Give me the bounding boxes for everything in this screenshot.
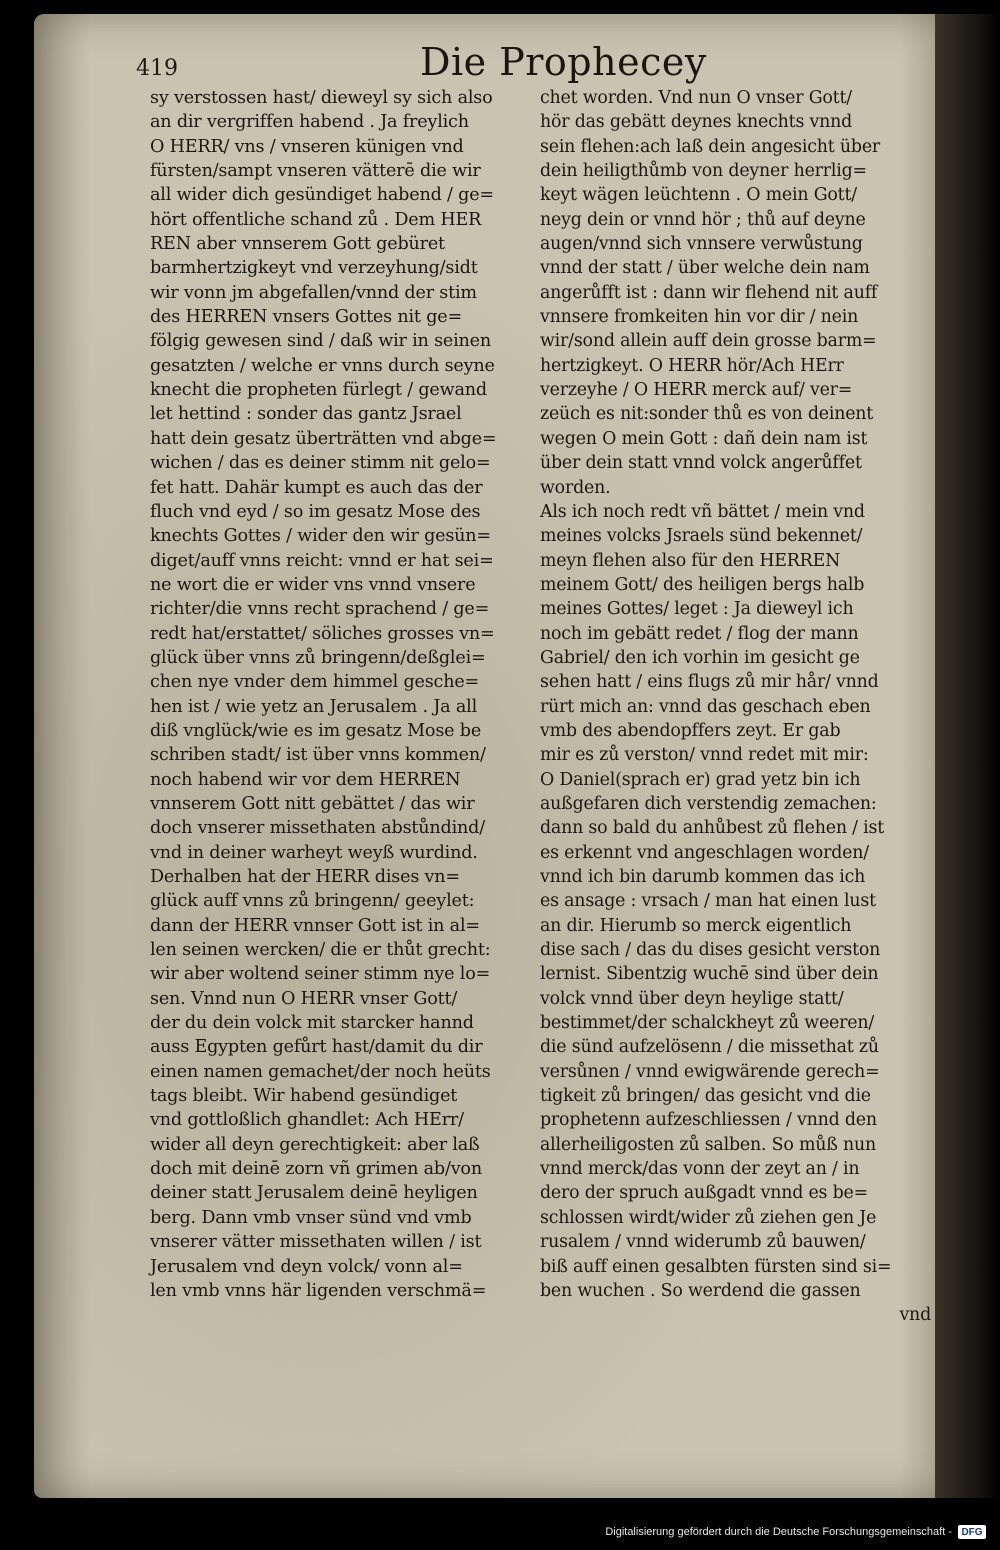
text-line: diget/auff vnns reicht: vnnd er hat sei=	[150, 550, 494, 571]
text-line: richter/die vnns recht sprachend / ge=	[150, 599, 490, 620]
text-line: vnnsere fromkeiten hin vor dir / nein	[540, 307, 859, 328]
text-line: barmhertzigkeyt vnd verzeyhung/sidt	[150, 258, 478, 279]
text-line: über dein statt vnnd volck angerůffet	[540, 453, 862, 474]
text-line: volck vnnd über deyn heylige statt/	[540, 988, 844, 1009]
text-line: Gabriel/ den ich vorhin im gesicht ge	[540, 647, 860, 668]
text-line: rusalem / vnnd widerumb zů bauwen/	[540, 1232, 866, 1253]
text-line: einen namen gemachet/der noch heüts	[150, 1061, 491, 1082]
text-line: redt hat/erstattet/ söliches grosses vn=	[150, 623, 495, 644]
text-line: REN aber vnnserem Gott gebüret	[150, 234, 445, 255]
left-text-column	[150, 86, 545, 1303]
text-line: dise sach / das du dises gesicht verston	[540, 940, 881, 961]
text-line: versůnen / vnnd ewigwärende gerech=	[540, 1061, 880, 1082]
page-header	[0, 34, 1000, 94]
catchword: vnd	[899, 1305, 931, 1326]
text-line: fet hatt. Dahär kumpt es auch das der	[150, 477, 483, 498]
running-head: Die Prophecey	[420, 40, 707, 84]
text-line: glück über vnns zů bringenn/deßglei=	[150, 647, 486, 668]
text-line: dann so bald du anhůbest zů flehen / ist	[540, 818, 885, 839]
text-line: vnnd merck/das vonn der zeyt an / in	[540, 1159, 860, 1180]
right-text-column	[540, 86, 935, 1328]
text-line: meinem Gott/ des heiligen bergs halb	[540, 574, 865, 595]
text-line: meyn flehen also für den HERREN	[540, 550, 841, 571]
text-line: vnnd ich bin darumb kommen das ich	[540, 867, 866, 887]
text-line: rürt mich an: vnnd das geschach eben	[540, 696, 871, 717]
text-line: doch vnserer missethaten abstůndind/	[150, 818, 485, 839]
text-line: glück auff vnns zů bringenn/ geeylet:	[150, 891, 475, 912]
text-line: angerůfft ist : dann wir flehend nit auff	[540, 282, 878, 303]
text-line: vnnd der statt / über welche dein nam	[540, 258, 870, 279]
text-line: die sünd aufzelösenn / die missethat zů	[540, 1037, 879, 1058]
text-line: len vmb vnns här ligenden verschmä=	[150, 1280, 487, 1301]
text-line: chen nye vnder dem himmel gesche=	[150, 672, 480, 693]
text-line: vnnserem Gott nitt gebättet / das wir	[150, 793, 475, 814]
text-line: biß auff einen gesalbten fürsten sind si=	[540, 1256, 892, 1277]
text-line: fürsten/sampt vnseren vätterē die wir	[150, 161, 481, 182]
text-line: auss Egypten gefůrt hast/damit du dir	[150, 1037, 483, 1058]
text-line: noch im gebätt redet / flog der mann	[540, 623, 859, 644]
text-line: len seinen wercken/ die er thůt grecht:	[150, 940, 491, 961]
folio-number: 419	[136, 56, 178, 81]
text-line: an dir vergriffen habend . Ja freylich	[150, 112, 469, 133]
text-line: vnd in deiner warheyt weyß wurdind.	[150, 842, 478, 863]
text-line: tags bleibt. Wir habend gesündiget	[150, 1086, 458, 1107]
text-line: gesatzten / welche er vnns durch seyne	[150, 355, 495, 376]
text-line: knecht die propheten fürlegt / gewand	[150, 380, 487, 401]
text-line: all wider dich gesündiget habend / ge=	[150, 185, 494, 206]
text-line: Jerusalem vnd deyn volck/ vonn al=	[150, 1256, 463, 1277]
text-line: sehen hatt / eins flugs zů mir hår/ vnnd	[540, 672, 879, 693]
text-line: diß vnglück/wie es im gesatz Mose be	[150, 720, 482, 741]
text-line: let hettind : sonder das gantz Jsrael	[150, 404, 462, 425]
text-line: dann der HERR vnnser Gott ist in al=	[150, 915, 480, 936]
text-line: keyt wägen leüchtenn . O mein Gott/	[540, 185, 857, 206]
text-line: hör das gebätt deynes knechts vnnd	[540, 112, 853, 133]
text-line: hen ist / wie yetz an Jerusalem . Ja all	[150, 696, 477, 717]
text-line: wider all deyn gerechtigkeit: aber laß	[150, 1134, 480, 1155]
text-line: meines volcks Jsraels sünd bekennet/	[540, 526, 863, 547]
text-line: chet worden. Vnd nun O vnser Gott/	[540, 88, 852, 108]
book-gutter	[935, 14, 1000, 1498]
text-line: ben wuchen . So werdend die gassen	[540, 1280, 861, 1301]
text-line: doch mit deinē zorn vñ grimen ab/von	[150, 1159, 482, 1180]
text-line: es ansage : vrsach / man hat einen lust	[540, 891, 876, 912]
text-line: fluch vnd eyd / so im gesatz Mose des	[150, 501, 481, 522]
text-line: prophetenn aufzeschliessen / vnnd den	[540, 1110, 877, 1131]
text-line: allerheiligosten zů salben. So můß nun	[540, 1134, 876, 1155]
text-line: sein flehen:ach laß dein angesicht über	[540, 136, 881, 157]
dfg-logo: DFG	[958, 1525, 986, 1539]
text-line: meines Gottes/ leget : Ja dieweyl ich	[540, 599, 854, 620]
text-line: sen. Vnnd nun O HERR vnser Gott/	[150, 988, 458, 1009]
text-line: deiner statt Jerusalem deinē heyligen	[150, 1183, 478, 1204]
text-line: schlossen wirdt/wider zů ziehen gen Je	[540, 1207, 877, 1228]
text-line: wegen O mein Gott : dañ dein nam ist	[540, 428, 868, 449]
text-line: worden.	[540, 477, 611, 498]
text-line: noch habend wir vor dem HERREN	[150, 769, 461, 790]
text-line: sy verstossen hast/ dieweyl sy sich also	[150, 88, 493, 108]
text-line: wichen / das es deiner stimm nit gelo=	[150, 453, 491, 474]
text-line: ne wort die er wider vns vnnd vnsere	[150, 574, 476, 595]
text-line: wir/sond allein auff dein grosse barm=	[540, 331, 877, 352]
text-line: hertzigkeyt. O HERR hör/Ach HErr	[540, 355, 844, 376]
text-line: es erkennt vnd angeschlagen worden/	[540, 842, 869, 863]
text-line: der du dein volck mit starcker hannd	[150, 1013, 474, 1034]
text-line: neyg dein or vnnd hör ; thů auf deyne	[540, 209, 866, 230]
text-line: lernist. Sibentzig wuchē sind über dein	[540, 964, 879, 985]
text-line: außgefaren dich verstendig zemachen:	[540, 793, 877, 814]
text-line: fölgig gewesen sind / daß wir in seinen	[150, 331, 492, 352]
text-line: dein heiligthůmb von deyner herrlig=	[540, 161, 867, 182]
text-line: schriben stadt/ ist über vnns kommen/	[150, 745, 486, 766]
text-line: tigkeit zů bringen/ das gesicht vnd die	[540, 1086, 871, 1107]
digitization-credit	[605, 1521, 986, 1543]
text-line: knechts Gottes / wider den wir gesün=	[150, 526, 491, 547]
credit-text: Digitalisierung gefördert durch die Deutsche Forschungsgemeinschaft -	[605, 1526, 952, 1538]
text-line: vnserer vätter missethaten willen / ist	[150, 1232, 482, 1253]
text-line: wir aber woltend seiner stimm nye lo=	[150, 964, 491, 985]
text-line: Derhalben hat der HERR dises vn=	[150, 867, 460, 887]
text-line: O HERR/ vns / vnseren künigen vnd	[150, 136, 464, 157]
text-line: wir vonn jm abgefallen/vnnd der stim	[150, 282, 477, 303]
text-line: hatt dein gesatz überträtten vnd abge=	[150, 428, 497, 449]
text-line: berg. Dann vmb vnser sünd vnd vmb	[150, 1207, 472, 1228]
text-line: mir es zů verston/ vnnd redet mit mir:	[540, 745, 869, 766]
text-line: an dir. Hierumb so merck eigentlich	[540, 915, 852, 936]
text-line: bestimmet/der schalckheyt zů weeren/	[540, 1013, 875, 1034]
text-line: vnd gottloßlich ghandlet: Ach HErr/	[150, 1110, 464, 1131]
text-line: augen/vnnd sich vnnsere verwůstung	[540, 234, 863, 255]
text-line: zeüch es nit:sonder thů es von deinent	[540, 404, 874, 425]
text-line: Als ich noch redt vñ bättet / mein vnd	[540, 501, 865, 522]
text-line: O Daniel(sprach er) grad yetz bin ich	[540, 769, 861, 790]
text-line: des HERREN vnsers Gottes nit ge=	[150, 307, 463, 328]
text-line: vmb des abendopffers zeyt. Er gab	[540, 720, 841, 741]
text-line: dero der spruch außgadt vnnd es be=	[540, 1183, 868, 1204]
text-line: verzeyhe / O HERR merck auf/ ver=	[540, 380, 853, 401]
text-line: hört offentliche schand zů . Dem HER	[150, 209, 482, 230]
